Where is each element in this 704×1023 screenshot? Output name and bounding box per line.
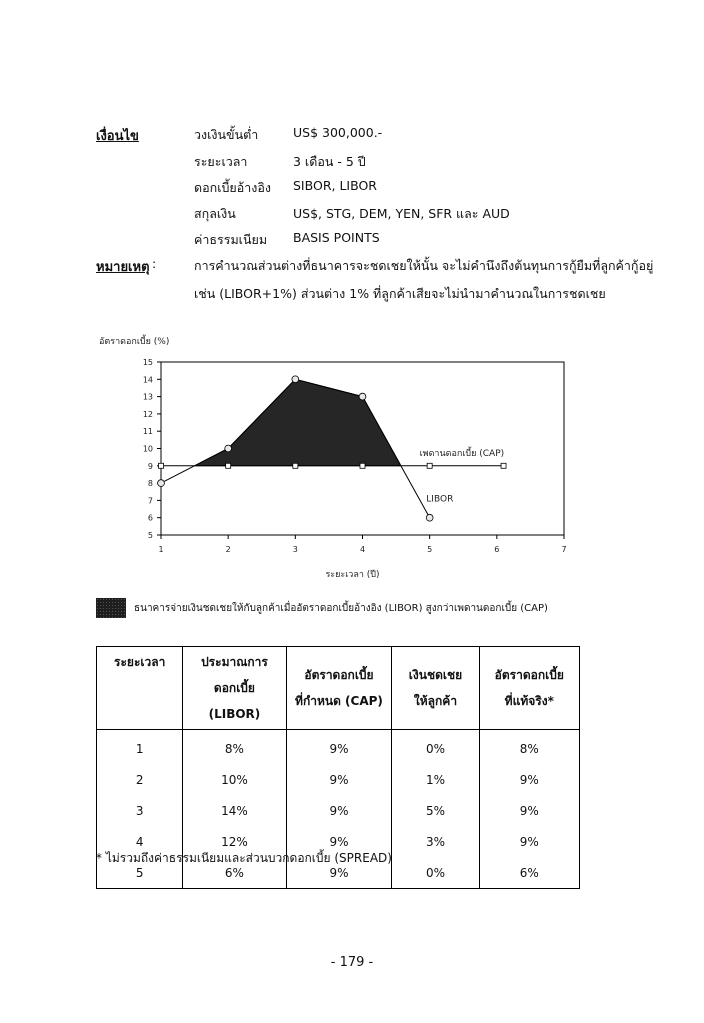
cap-point [159, 463, 164, 468]
table-row [97, 730, 580, 765]
cell: 8% [183, 730, 286, 765]
cap-point [427, 463, 432, 468]
condition-label: ค่าธรรมเนียม [194, 232, 268, 247]
x-tick-label: 2 [225, 545, 231, 554]
legend-text: ธนาคารจ่ายเงินชดเชยให้กับลูกค้าเมื่ออัตราดอกเบี้ยอ้างอิง (LIBOR) สูงกว่าเพดานดอกเบี้ย (CAP) [134, 603, 548, 614]
cell: 0% [392, 730, 479, 765]
condition-label: วงเงินขั้นต่ำ [194, 127, 259, 142]
cell: 9% [286, 857, 392, 889]
y-tick-label: 11 [142, 427, 153, 437]
remark-line-1: การคำนวณส่วนต่างที่ธนาคารจะชดเชยให้นั้น จะไม่คำนึงถึงต้นทุนการกู้ยืมที่ลูกค้ากู้อยู่ [194, 258, 654, 273]
y-tick-label: 5 [147, 531, 153, 540]
cell: 9% [286, 795, 392, 826]
cell: 8% [479, 730, 579, 765]
y-tick-label: 12 [142, 409, 153, 419]
cell: 3% [392, 826, 479, 857]
cell: 1 [97, 730, 183, 765]
condition-value: SIBOR, LIBOR [293, 178, 377, 193]
cell: 12% [183, 826, 286, 857]
condition-value: 3 เดือน - 5 ปี [293, 154, 366, 169]
header-libor: ประมาณการ ดอกเบี้ย (LIBOR) [183, 647, 286, 730]
conditions-heading: เงื่อนไข [96, 129, 139, 144]
libor-series-label: LIBOR [426, 494, 454, 505]
cap-series-label: เพดานดอกเบี้ย (CAP) [419, 448, 505, 459]
remark-colon: : [152, 256, 157, 271]
y-axis-label: อัตราดอกเบี้ย (%) [99, 337, 170, 347]
y-tick-label: 7 [147, 496, 153, 506]
header-actual-rate: อัตราดอกเบี้ย ที่แท้จริง* [479, 647, 579, 730]
footnote: * ไม่รวมถึงค่าธรรมเนียมและส่วนบวกดอกเบี้ย (SPREAD) [96, 851, 392, 865]
interest-cap-chart [95, 332, 565, 587]
y-tick-label: 14 [142, 375, 153, 385]
cell: 9% [286, 826, 392, 857]
condition-value: US$ 300,000.- [293, 125, 383, 140]
table-row [97, 764, 580, 795]
cell: 9% [286, 730, 392, 765]
x-tick-label: 1 [158, 545, 164, 554]
x-tick-label: 6 [494, 545, 500, 554]
x-tick-label: 7 [561, 545, 567, 554]
y-tick-label: 9 [147, 461, 153, 471]
x-tick-label: 5 [427, 545, 433, 554]
remark-line-2: เช่น (LIBOR+1%) ส่วนต่าง 1% ที่ลูกค้าเสียจะไม่นำมาคำนวณในการชดเชย [194, 286, 606, 301]
remark-heading: หมายเหตุ [96, 260, 150, 275]
header-cap: อัตราดอกเบี้ย ที่กำหนด (CAP) [286, 647, 392, 730]
cell: 9% [479, 795, 579, 826]
cell: 2 [97, 764, 183, 795]
table-row [97, 795, 580, 826]
cap-point [501, 463, 506, 468]
x-axis-label: ระยะเวลา (ปี) [325, 570, 380, 580]
table-header-row [97, 647, 580, 730]
cap-point [293, 463, 298, 468]
y-tick-label: 15 [142, 358, 153, 367]
y-tick-label: 6 [147, 513, 153, 523]
cell: 0% [392, 857, 479, 889]
y-tick-label: 10 [142, 444, 153, 454]
cell: 6% [183, 857, 286, 889]
libor-point [426, 514, 433, 521]
y-tick-label: 8 [147, 479, 153, 489]
cell: 6% [479, 857, 579, 889]
header-compensation: เงินชดเชย ให้ลูกค้า [392, 647, 479, 730]
libor-point [292, 376, 299, 383]
cell: 14% [183, 795, 286, 826]
cell: 1% [392, 764, 479, 795]
header-period: ระยะเวลา [97, 647, 183, 730]
condition-value: US$, STG, DEM, YEN, SFR และ AUD [293, 206, 510, 221]
cell: 5 [97, 857, 183, 889]
cell: 5% [392, 795, 479, 826]
cell: 4 [97, 826, 183, 857]
page-number: - 179 - [330, 955, 374, 970]
condition-value: BASIS POINTS [293, 230, 380, 245]
cell: 9% [479, 764, 579, 795]
cell: 10% [183, 764, 286, 795]
cell: 9% [479, 826, 579, 857]
condition-label: สกุลเงิน [194, 206, 236, 221]
condition-label: ดอกเบี้ยอ้างอิง [194, 180, 271, 195]
compensation-area [195, 379, 401, 466]
cap-point [360, 463, 365, 468]
libor-point [225, 445, 232, 452]
x-tick-label: 4 [359, 545, 366, 554]
chart-svg [95, 332, 565, 587]
libor-point [359, 393, 366, 400]
libor-point [158, 480, 165, 487]
cap-point [226, 463, 231, 468]
condition-label: ระยะเวลา [194, 154, 248, 169]
cell: 3 [97, 795, 183, 826]
y-tick-label: 13 [142, 392, 153, 402]
cell: 9% [286, 764, 392, 795]
legend-swatch [96, 598, 126, 618]
x-tick-label: 3 [292, 545, 298, 554]
